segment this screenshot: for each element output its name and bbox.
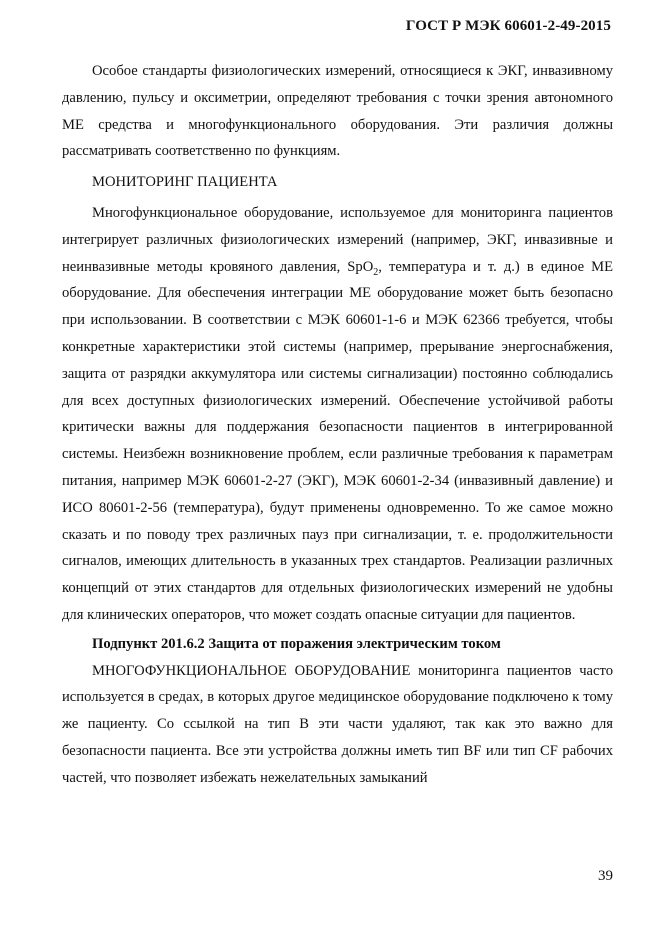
paragraph-physiological-standards: Особое стандарты физиологических измерений, относящиеся к ЭКГ, инвазивному давлению, пульсу и оксиметрии, определяют требования с точки зрения автономного МЕ средства и многофункционального оборудования. Эти различия должны рассматривать соответственно по функциям. [62,63,613,160]
paragraph-electric-shock-protection: МНОГОФУНКЦИОНАЛЬНОЕ ОБОРУДОВАНИЕ мониторинга пациентов часто используется в средах, в которых другое медицинское оборудование подключено к тому же пациенту. Со ссылкой на тип В эти части удаляют, так как это важно для безопасности пациента. Все эти устройства должны иметь тип BF или тип CF рабочих частей, что позволяет избежать нежелательных замыканий [62,662,613,786]
paragraph-text-part: , температура и т. д.) в единое МЕ оборудование. Для обеспечения интеграции МЕ оборудование может быть безопасно при использовании. В соответствии с МЭК 60601-1-6 и МЭК 62366 требуется, чтобы конкретные характеристики этой системы (например, прерывание энергоснабжения, защита от разрядки аккумулятора или системы сигнализации) постоянно соблюдались для всех доступных физиологических измерений. Обеспечение устойчивой работы критически важны для поддержания безопасности пациентов в интегрированной системы. Неизбежн возникновение проблем, если различные требования к параметрам питания, например МЭК 60601-2-27 (ЭКГ), МЭК 60601-2-34 (инвазивный давление) и ИСО 80601-2-56 (температура), будут применены одновременно. То же самое можно сказать и по поводу трех различных пауз при сигнализации, т. е. продолжительности сигналов, имеющих длительность в указанных трех стандартов. Реализации различных концепций от этих стандартов для отдельных физиологических измерений не удобны для клинических операторов, что может создать опасные ситуации для пациентов. [62,258,613,623]
section-heading-patient-monitoring: МОНИТОРИНГ ПАЦИЕНТА [92,174,278,191]
subclause-heading: Подпункт 201.6.2 Защита от поражения электрическим током [92,635,501,652]
document-body [62,58,613,792]
document-header: ГОСТ Р МЭК 60601-2-49-2015 [405,18,611,34]
paragraph-text-part: Многофункциональное оборудование, используемое для мониторинга пациентов интегрирует различных физиологических измерений (например, ЭКГ, инвазивные и неинвазивные методы кровяного давления, SpO [62,204,613,275]
paragraph-multifunction-equipment [62,200,613,629]
subscript-text: 2 [373,266,379,278]
page-number: 39 [598,868,613,884]
